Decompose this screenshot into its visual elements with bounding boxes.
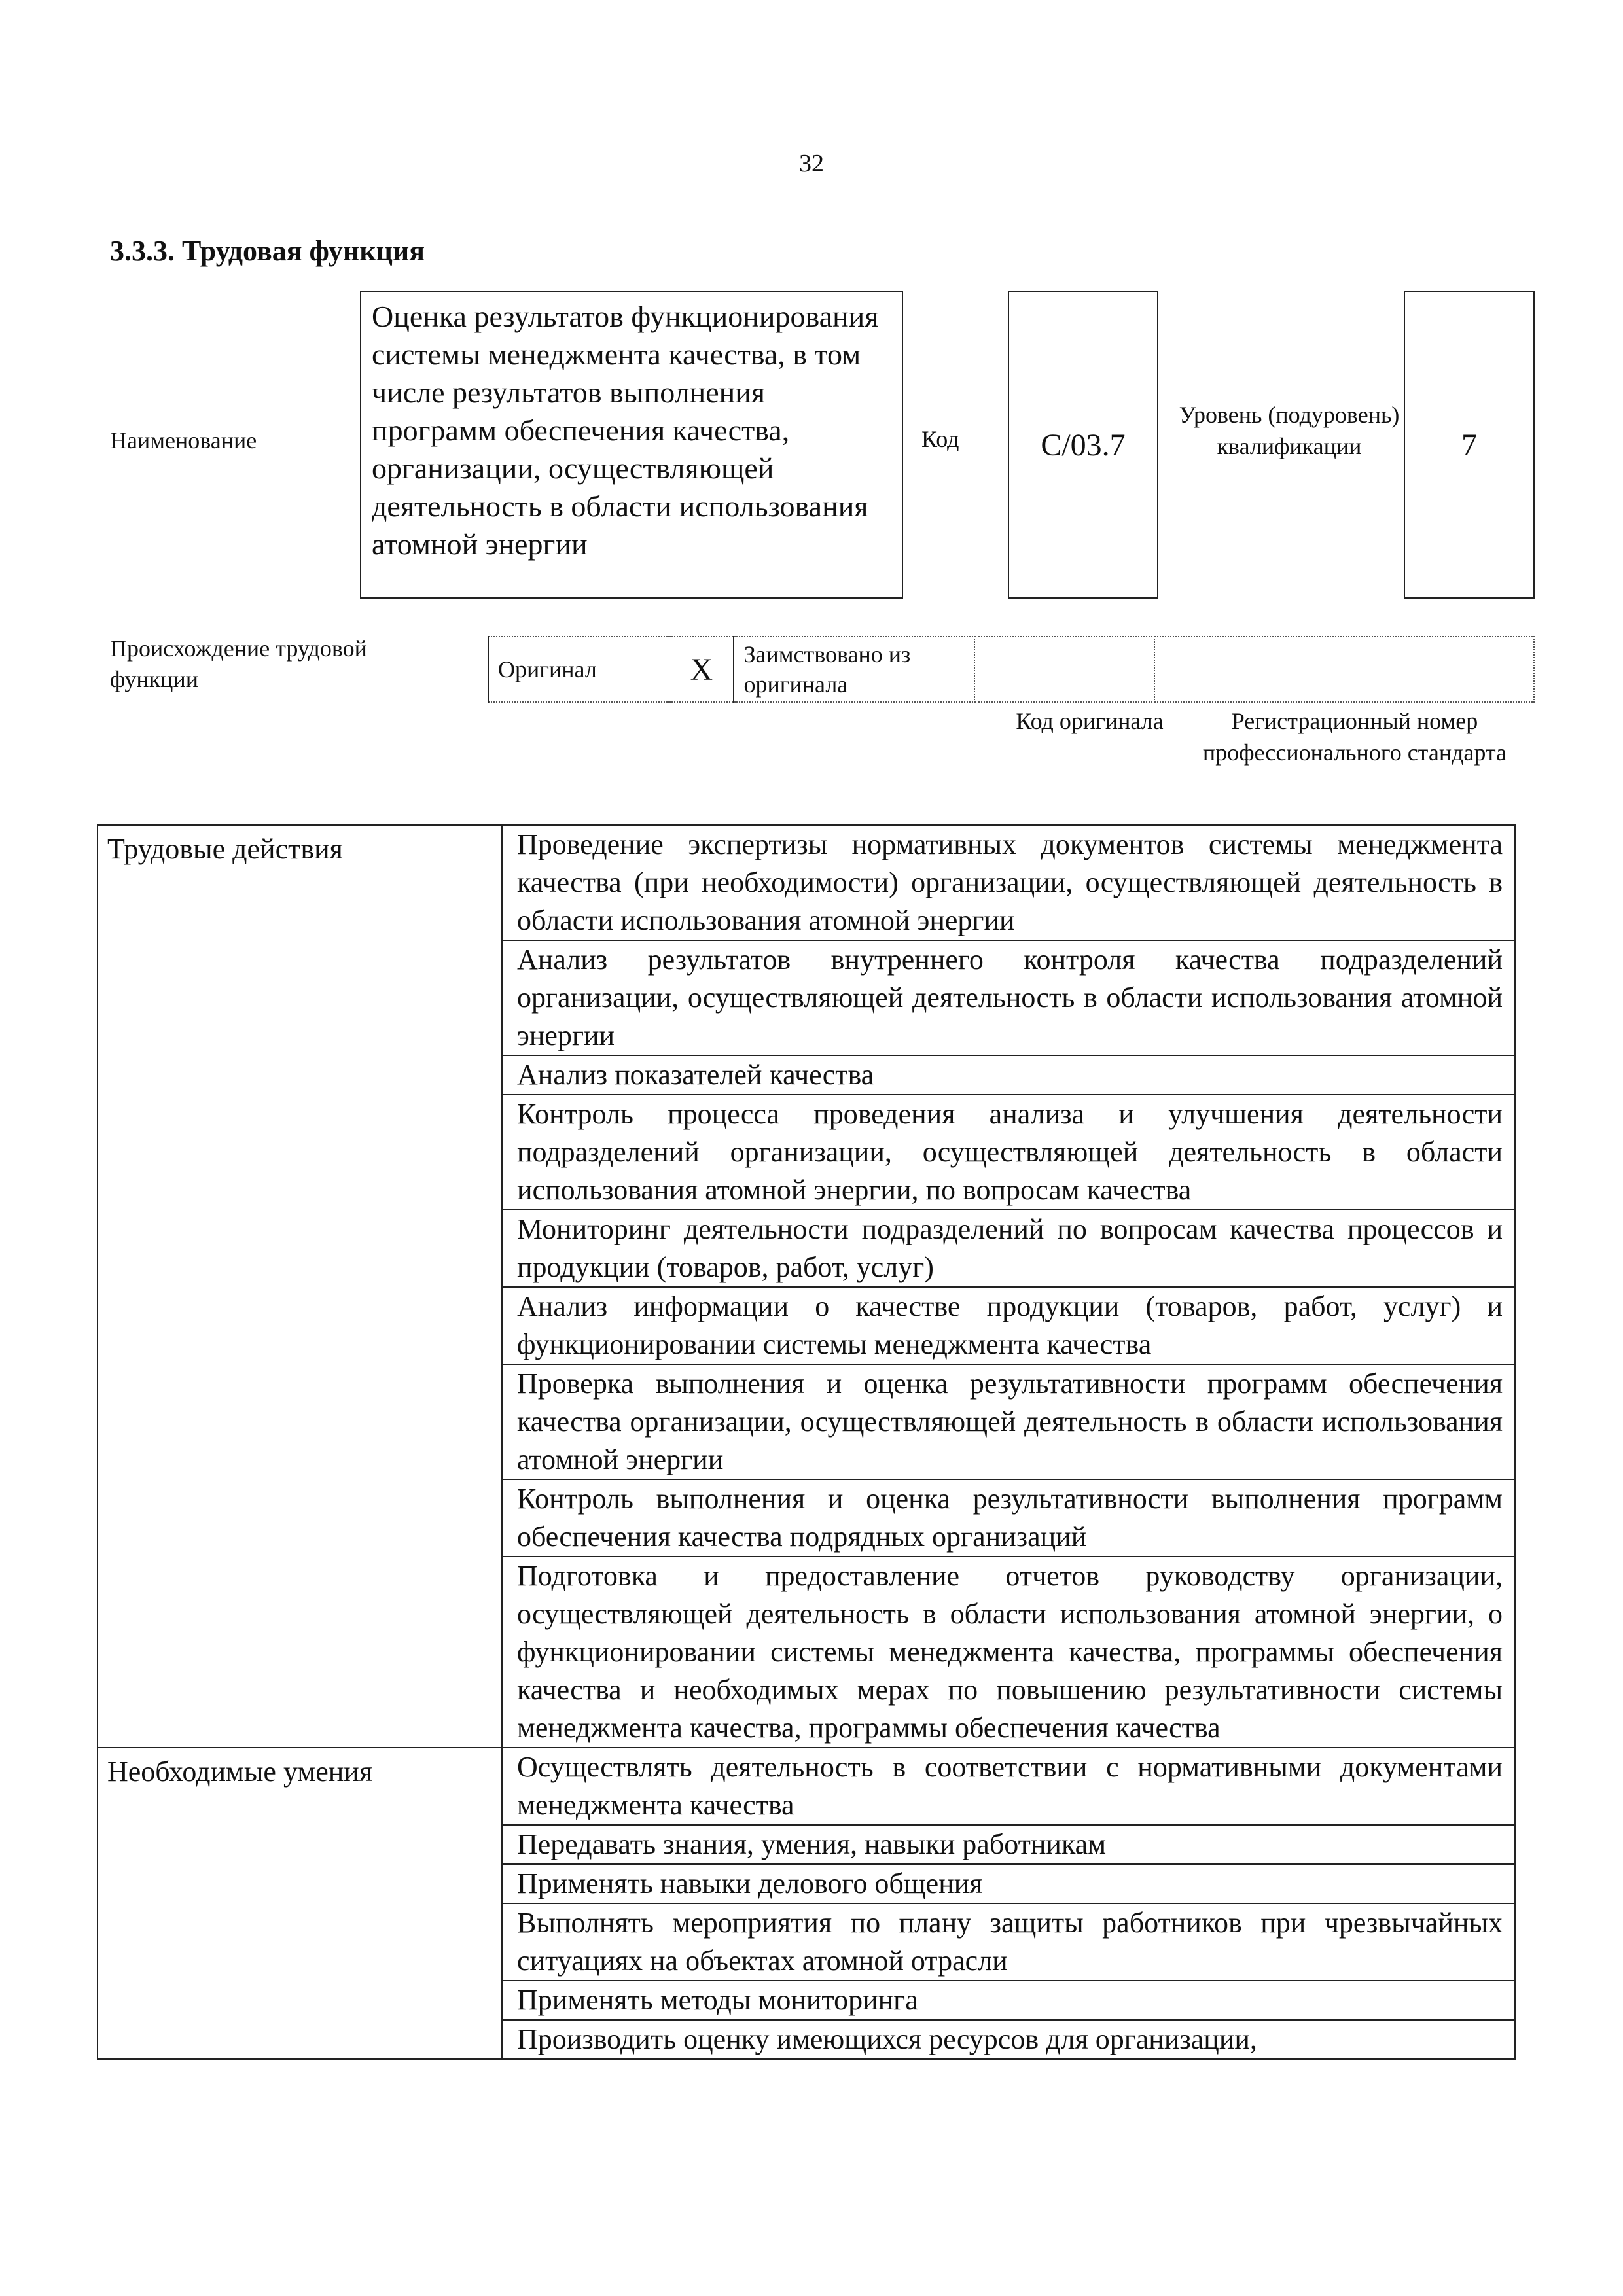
original-mark: X [669, 637, 734, 702]
labor-function-table [97, 824, 1516, 2060]
reg-number-caption: Регистрационный номер профессионального стандарта [1202, 708, 1507, 766]
labor-action-item: Контроль процесса проведения анализа и улучшения деятельности подразделений организации, осуществляющей деятельность в области использования атомной энергии, по вопросам качества [503, 1095, 1514, 1210]
labor-action-item: Подготовка и предоставление отчетов руководству организации, осуществляющей деятельность в области использования атомной энергии, о функционировании системы менеджмента качества, программы обеспечения качества и необходимых мерах по повышению результативности системы менеджмента качества, программы обеспечения качества [517, 1560, 1503, 1744]
code-value-box: С/03.7 [1008, 291, 1158, 599]
required-skills-list [502, 1748, 1515, 2059]
labor-action-item: Анализ информации о качестве продукции (товаров, работ, услуг) и функционировании системы менеджмента качества [503, 1288, 1514, 1365]
original-label: Оригинал [488, 637, 669, 702]
labor-action-item: Проведение экспертизы нормативных документов системы менеджмента качества (при необходимости) организации, осуществляющей деятельность в области использования атомной энергии [503, 826, 1514, 941]
skill-item: Осуществлять деятельность в соответствии с нормативными документами менеджмента качества [503, 1748, 1514, 1826]
level-label: Уровень (подуровень) квалификации [1179, 402, 1400, 459]
skill-item: Применять методы мониторинга [503, 1981, 1514, 2021]
original-code-cell [974, 637, 1154, 702]
original-code-caption: Код оригинала [1016, 708, 1164, 734]
required-skills-row [98, 1748, 1515, 2059]
labor-action-item: Анализ показателей качества [503, 1056, 1514, 1095]
skill-item: Применять навыки делового общения [503, 1865, 1514, 1904]
skill-item: Выполнять мероприятия по плану защиты работников при чрезвычайных ситуациях на объектах атомной отрасли [503, 1904, 1514, 1981]
name-label: Наименование [110, 427, 257, 453]
reg-number-cell [1154, 637, 1534, 702]
code-label: Код [921, 426, 959, 452]
labor-action-item: Мониторинг деятельности подразделений по вопросам качества процессов и продукции (товаров, работ, услуг) [503, 1210, 1514, 1288]
labor-actions-list [502, 825, 1515, 1748]
labor-actions-label: Трудовые действия [98, 825, 502, 1748]
labor-action-item: Анализ результатов внутреннего контроля качества подразделений организации, осуществляющей деятельность в области использования атомной энергии [503, 941, 1514, 1056]
page-number: 32 [799, 150, 824, 177]
origin-label: Происхождение трудовой функции [110, 635, 367, 692]
labor-action-item: Контроль выполнения и оценка результативности выполнения программ обеспечения качества подрядных организаций [503, 1480, 1514, 1557]
section-heading: 3.3.3. Трудовая функция [110, 235, 425, 267]
skill-item: Производить оценку имеющихся ресурсов для организации, [517, 2023, 1257, 2055]
level-value-box: 7 [1404, 291, 1535, 599]
skill-item: Передавать знания, умения, навыки работникам [503, 1826, 1514, 1865]
borrowed-label: Заимствовано из оригинала [734, 637, 974, 702]
function-name-box: Оценка результатов функционирования системы менеджмента качества, в том числе результатов выполнения программ обеспечения качества, организации, осуществляющей деятельность в области использования атомной энергии [360, 291, 903, 599]
labor-action-item: Проверка выполнения и оценка результативности программ обеспечения качества организации, осуществляющей деятельность в области использования атомной энергии [503, 1365, 1514, 1480]
origin-table [488, 636, 1535, 703]
labor-actions-row [98, 825, 1515, 1748]
required-skills-label: Необходимые умения [98, 1748, 502, 2059]
